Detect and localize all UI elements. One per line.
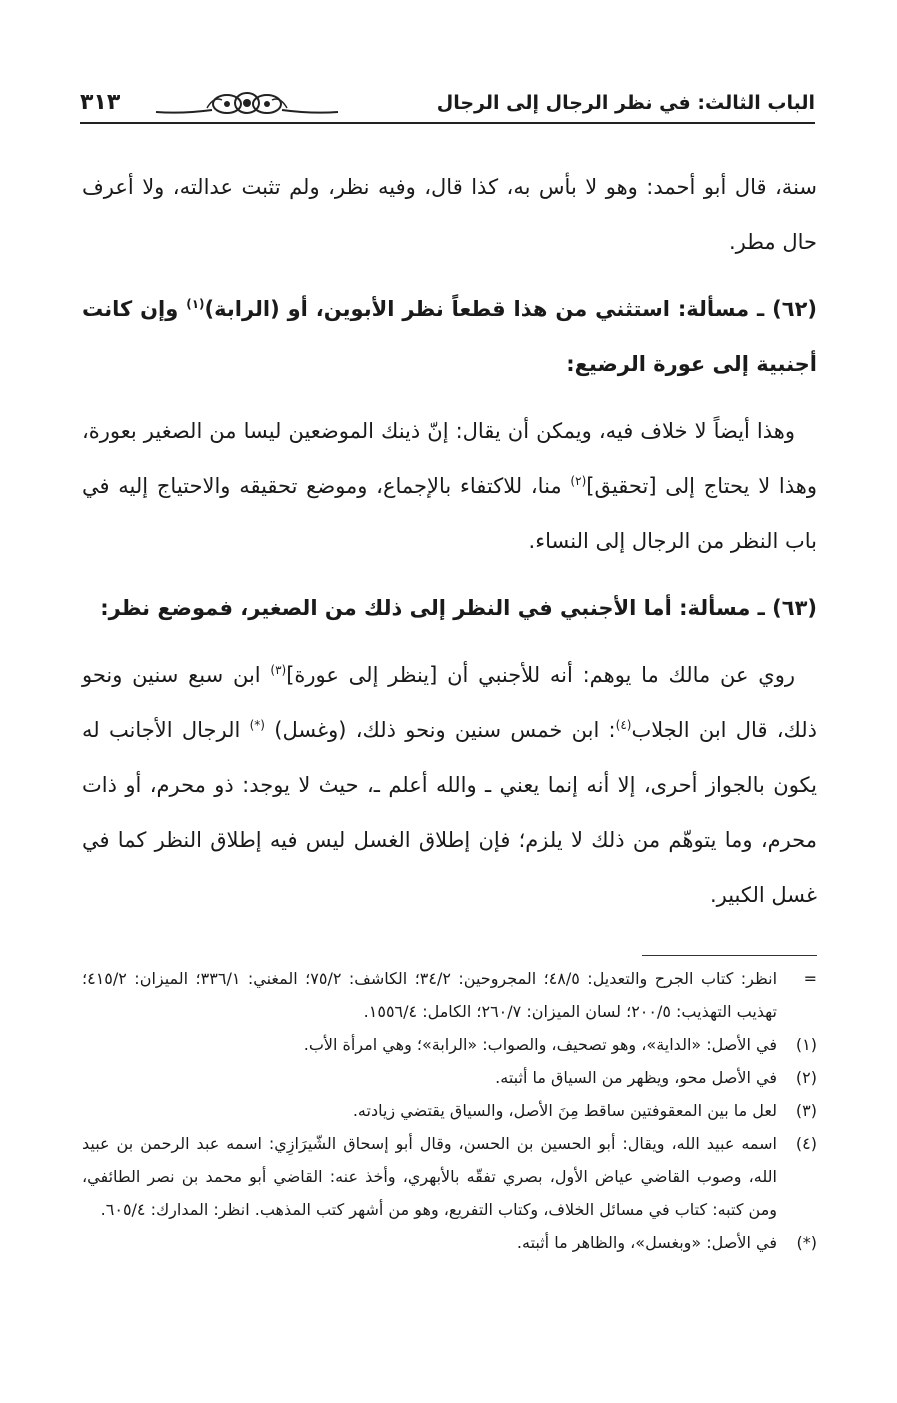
footnote-mark: =	[803, 969, 817, 988]
paragraph-2	[82, 404, 817, 569]
footnote-text: لعل ما بين المعقوفتين ساقط مِنَ الأصل، والسياق يقتضي زيادته.	[352, 1101, 777, 1120]
ornament-icon	[152, 90, 342, 118]
paragraph-1: سنة، قال أبو أحمد: وهو لا بأس به، كذا قال، وفيه نظر، ولم تثبت عدالته، ولا أعرف حال مطر.	[82, 175, 817, 254]
chapter-title: الباب الثالث: في نظر الرجال إلى الرجال	[436, 92, 815, 114]
issue-63-heading: (٦٣) ـ مسألة: أما الأجنبي في النظر إلى ذلك من الصغير، فموضع نظر:	[100, 596, 817, 620]
footnote-text: في الأصل: «وبغسل»، والظاهر ما أثبته.	[516, 1233, 777, 1252]
paragraph-3-part3: : ابن خمس سنين ونحو ذلك، (وغسل)	[265, 718, 616, 742]
footnote-4	[82, 1127, 817, 1226]
footnote-star	[82, 1226, 817, 1259]
footnote-mark: (٣)	[795, 1101, 817, 1120]
footnote-2	[82, 1061, 817, 1094]
header-rule	[80, 122, 815, 124]
footnote-ref-star: (*)	[249, 718, 265, 732]
footnote-continued	[82, 962, 817, 1028]
paragraph-2-lead: وهذا أيضاً لا خلاف فيه، ويمكن أن يقال: إنّ ذينك الموضعين ليسا من الصغير بعورة، وهذا لا يحتاج إلى [تحقيق]	[82, 419, 817, 498]
paragraph-2-tail: منا، للاكتفاء بالإجماع، وموضع تحقيقه والاحتياج إليه في باب النظر من الرجال إلى النساء.	[82, 474, 817, 553]
footnote-text: اسمه عبيد الله، ويقال: أبو الحسين بن الحسن، وقال أبو إسحاق الشّيرَازِي: اسمه عبد الرحمن بن عبيد الله، وصوب القاضي عياض الأول، بصري تفقّه بالأبهري، وأخذ عنه: القاضي أبو محمد بن نصر الطائفي، ومن كتبه: كتاب في مسائل الخلاف، وكتاب التفريع، وهو من أشهر كتب المذهب. انظر: المدارك: ٦٠٥/٤.	[82, 1134, 777, 1219]
footnote-ref-1: (١)	[186, 297, 205, 311]
page-number: ٣١٣	[80, 90, 121, 115]
footnote-text: في الأصل محو، ويظهر من السياق ما أثبته.	[495, 1068, 777, 1087]
footnote-ref-2: (٢)	[570, 474, 587, 488]
issue-62-heading	[82, 282, 817, 392]
footnote-mark: (١)	[795, 1035, 817, 1054]
running-header	[80, 78, 815, 124]
main-text	[82, 160, 817, 935]
paragraph-3-part4: الرجال الأجانب له يكون بالجواز أحرى، إلا أنه إنما يعني ـ والله أعلم ـ، حيث لا يوجد: ذو محرم، أو ذات محرم، وما يتوهّم من ذلك لا يلزم؛ فإن إطلاق الغسل ليس فيه إطلاق النظر كما في غسل الكبير.	[82, 718, 817, 907]
footnote-mark: (٢)	[795, 1068, 817, 1087]
footnote-3	[82, 1094, 817, 1127]
footnote-ref-4: (٤)	[615, 718, 632, 732]
paragraph-3-part1: روي عن مالك ما يوهم: أنه للأجنبي أن [ينظر إلى عورة]	[286, 663, 795, 687]
footnote-text: في الأصل: «الداية»، وهو تصحيف، والصواب: «الرابة»؛ وهي امرأة الأب.	[303, 1035, 777, 1054]
paragraph-3-part2: ابن سبع سنين ونحو ذلك، قال ابن الجلاب	[82, 663, 817, 742]
footnote-text: انظر: كتاب الجرح والتعديل: ٤٨/٥؛ المجروحين: ٣٤/٢؛ الكاشف: ٧٥/٢؛ المغني: ٣٣٦/١؛ الميزان: ٤١٥/٢؛ تهذيب التهذيب: ٢٠٠/٥؛ لسان الميزان: ٢٦٠/٧؛ الكامل: ١٥٥٦/٤.	[82, 969, 778, 1021]
footnote-separator	[642, 955, 817, 956]
footnote-1	[82, 1028, 817, 1061]
issue-62-tail: وإن كانت أجنبية إلى عورة الرضيع:	[82, 297, 817, 376]
issue-62-lead: (٦٢) ـ مسألة: استثني من هذا قطعاً نظر الأبوين، أو (الرابة)	[204, 297, 817, 321]
footnote-mark: (*)	[796, 1233, 817, 1252]
footnote-ref-3: (٣)	[270, 663, 287, 677]
footnote-mark: (٤)	[795, 1134, 817, 1153]
paragraph-3	[82, 648, 817, 923]
footnotes	[82, 962, 817, 1259]
